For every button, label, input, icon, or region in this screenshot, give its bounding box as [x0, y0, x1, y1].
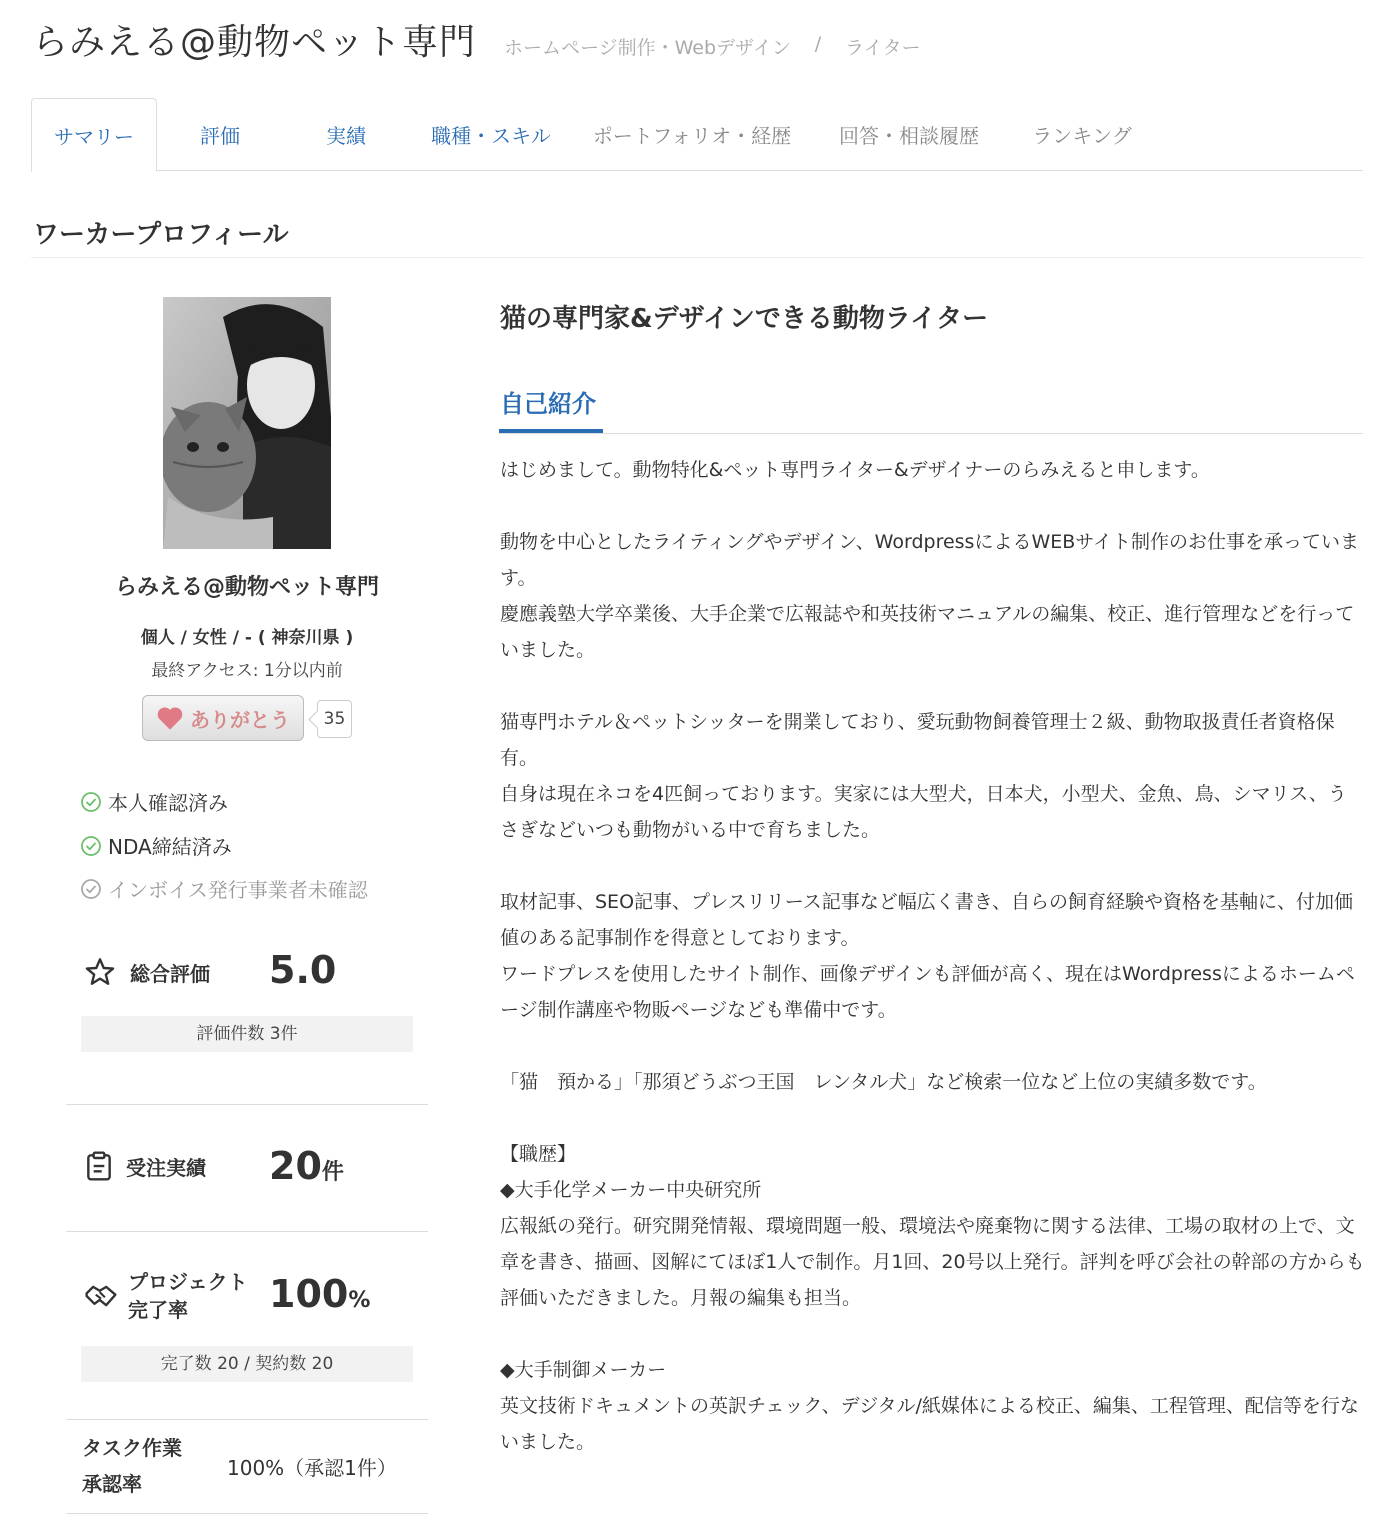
completion-number: 100 [269, 1272, 349, 1316]
thanks-button[interactable] [142, 695, 304, 741]
section-title: ワーカープロフィール [33, 220, 289, 250]
self-introduction-text [500, 452, 1365, 1460]
orders-label: 受注実績 [126, 1155, 206, 1180]
intro-paragraph [500, 1028, 1365, 1064]
orders-unit: 件 [321, 1160, 344, 1185]
intro-paragraph: ◆大手制御メーカー [500, 1359, 667, 1381]
last-access: 最終アクセス: 1分以内前 [151, 661, 343, 681]
completion-label-line1: プロジェクト [128, 1270, 248, 1294]
verification-label: NDA締結済み [108, 835, 232, 859]
completion-unit: % [348, 1288, 371, 1313]
intro-paragraph: 動物を中心としたライティングやデザイン、WordpressによるWEBサイト制作のお仕事を承っています。 [500, 531, 1359, 589]
star-icon [84, 956, 116, 988]
rating-label: 総合評価 [130, 961, 210, 986]
intro-paragraph: 慶應義塾大学卒業後、大手企業で広報誌や和英技術マニュアルの編集、校正、進行管理などを行っていました。 [500, 603, 1355, 661]
tab-skills[interactable]: 職種・スキル [431, 124, 551, 148]
intro-paragraph: はじめまして。動物特化&ペット専門ライター&デザイナーのらみえると申します。 [500, 459, 1210, 481]
clipboard-icon [84, 1150, 114, 1182]
intro-paragraph [500, 668, 1365, 704]
check-circle-icon [80, 878, 102, 900]
tab-achievements[interactable]: 実績 [326, 124, 366, 148]
profile-tabs [31, 98, 1363, 171]
intro-paragraph: 取材記事、SEO記事、プレスリリース記事など幅広く書き、自らの飼育経験や資格を基軸に、付加価値のある記事制作を得意としております。 [500, 891, 1353, 949]
worker-name-title: らみえる@動物ペット専門 [32, 22, 477, 63]
tab-reviews[interactable]: 評価 [200, 124, 240, 148]
task-label-line1: タスク作業 [82, 1436, 182, 1460]
tab-self-introduction[interactable]: 自己紹介 [500, 390, 596, 418]
handshake-icon [84, 1281, 118, 1311]
intro-paragraph: ワードプレスを使用したサイト制作、画像デザインも評価が高く、現在はWordpressによるホームページ制作講座や物販ページなども準備中です。 [500, 963, 1355, 1021]
verification-identity [80, 787, 228, 816]
catchcopy: 猫の専門家&デザインできる動物ライター [500, 304, 989, 334]
tab-portfolio[interactable]: ポートフォリオ・経歴 [592, 124, 792, 148]
verification-invoice [80, 874, 368, 903]
divider [31, 257, 1363, 258]
intro-paragraph: ◆大手化学メーカー中央研究所 [500, 1179, 762, 1201]
divider [499, 433, 1363, 434]
check-circle-icon [80, 791, 102, 813]
completion-value [269, 1272, 370, 1316]
completion-label [128, 1268, 248, 1324]
tab-summary[interactable]: サマリー [31, 98, 157, 172]
thanks-label: ありがとう [190, 707, 290, 732]
breadcrumb [504, 33, 921, 60]
intro-paragraph [500, 848, 1365, 884]
tab-answer-history[interactable]: 回答・相談履歴 [839, 124, 979, 148]
breadcrumb-separator: / [814, 33, 822, 55]
intro-paragraph [500, 1100, 1365, 1136]
profile-meta: 個人 / 女性 / - ( 神奈川県 ) [140, 628, 354, 648]
breadcrumb-category[interactable]: ホームページ制作・Webデザイン [504, 37, 791, 59]
task-approval-row [82, 1430, 397, 1502]
intro-paragraph: 「猫 預かる」「那須どうぶつ王国 レンタル犬」など検索一位など上位の実績多数です。 [500, 1071, 1267, 1093]
divider [66, 1513, 428, 1514]
avatar [163, 297, 331, 549]
tab-ranking[interactable]: ランキング [1032, 124, 1132, 148]
completion-label-line2: 完了率 [128, 1298, 188, 1322]
completion-row [84, 1268, 371, 1324]
rating-value: 5.0 [269, 948, 337, 992]
orders-row [84, 1144, 344, 1188]
intro-paragraph [500, 1316, 1365, 1352]
orders-number: 20 [269, 1144, 322, 1188]
intro-paragraph: 自身は現在ネコを4匹飼っております。実家には大型犬，日本犬，小型犬、金魚、鳥、シマリス、うさぎなどいつも動物がいる中で育ちました。 [500, 783, 1347, 841]
thanks-count: 35 [317, 700, 352, 738]
heart-icon [156, 705, 184, 731]
page-header [32, 14, 921, 65]
divider [66, 1419, 428, 1420]
intro-paragraph: 英文技術ドキュメントの英訳チェック、デジタル/紙媒体による校正、編集、工程管理、配信等を行ないました。 [500, 1395, 1359, 1453]
verification-nda [80, 831, 232, 860]
intro-paragraph [500, 488, 1365, 524]
profile-name: らみえる@動物ペット専門 [114, 575, 379, 600]
intro-paragraph: 猫専門ホテル＆ペットシッターを開業しており、愛玩動物飼養管理士２級、動物取扱責任者資格保有。 [500, 711, 1335, 769]
divider [66, 1104, 428, 1105]
task-label-line2: 承認率 [82, 1472, 142, 1496]
verification-label: インボイス発行事業者未確認 [108, 878, 368, 902]
rating-row [84, 948, 337, 992]
intro-paragraph: 広報紙の発行。研究開発情報、環境問題一般、環境法や廃棄物に関する法律、工場の取材の上で、文章を書き、描画、図解にてほぼ1人で制作。月1回、20号以上発行。評判を呼び会社の幹部の方からも評価いただきました。月報の編集も担当。 [500, 1215, 1365, 1309]
check-circle-icon [80, 835, 102, 857]
orders-value [269, 1144, 344, 1188]
verification-label: 本人確認済み [108, 791, 228, 815]
intro-paragraph: 【職歴】 [500, 1143, 577, 1165]
task-approval-label [82, 1430, 182, 1502]
divider [66, 1231, 428, 1232]
breadcrumb-subcategory[interactable]: ライター [845, 37, 921, 59]
rating-count[interactable]: 評価件数 3件 [81, 1016, 413, 1052]
avatar-photo [163, 297, 331, 549]
task-approval-value: 100%（承認1件） [227, 1456, 397, 1480]
completion-detail: 完了数 20 / 契約数 20 [81, 1346, 413, 1382]
